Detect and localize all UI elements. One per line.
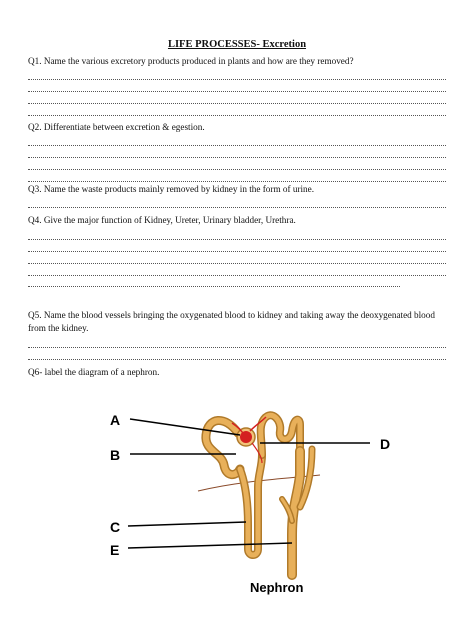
diagram-caption: Nephron <box>250 580 304 595</box>
label-a: A <box>110 412 121 428</box>
question-3: Q3. Name the waste products mainly removed by kidney in the form of urine. <box>28 184 315 194</box>
question-6: Q6- label the diagram of a nephron. <box>28 367 160 377</box>
page-title: LIFE PROCESSES- Excretion <box>167 39 307 50</box>
answer-line[interactable] <box>28 145 446 146</box>
label-b: B <box>110 447 121 463</box>
answer-line[interactable] <box>28 103 446 104</box>
nephron-diagram <box>0 395 474 632</box>
answer-line[interactable] <box>28 157 446 158</box>
pointer-line-e <box>128 543 292 548</box>
answer-line[interactable] <box>28 286 400 287</box>
label-e: E <box>110 542 120 558</box>
nephron-illustration <box>198 415 320 575</box>
question-2: Q2. Differentiate between excretion & egestion. <box>28 122 205 132</box>
answer-line[interactable] <box>28 181 446 182</box>
answer-line[interactable] <box>28 115 446 116</box>
answer-line[interactable] <box>28 347 446 348</box>
answer-line[interactable] <box>28 207 446 208</box>
answer-line[interactable] <box>28 275 446 276</box>
question-1: Q1. Name the various excretory products produced in plants and how are they removed? <box>28 56 354 66</box>
answer-line[interactable] <box>28 263 446 264</box>
answer-line[interactable] <box>28 239 446 240</box>
question-5: Q5. Name the blood vessels bringing the oxygenated blood to kidney and taking away the deoxygenated blood from the kidney. <box>28 310 435 333</box>
answer-line[interactable] <box>28 251 446 252</box>
question-4: Q4. Give the major function of Kidney, Ureter, Urinary bladder, Urethra. <box>28 215 296 225</box>
answer-line[interactable] <box>28 91 446 92</box>
pointer-line-c <box>128 522 246 526</box>
answer-line[interactable] <box>28 359 446 360</box>
label-d: D <box>380 436 391 452</box>
label-c: C <box>110 519 121 535</box>
answer-line[interactable] <box>28 169 446 170</box>
answer-line[interactable] <box>28 79 446 80</box>
